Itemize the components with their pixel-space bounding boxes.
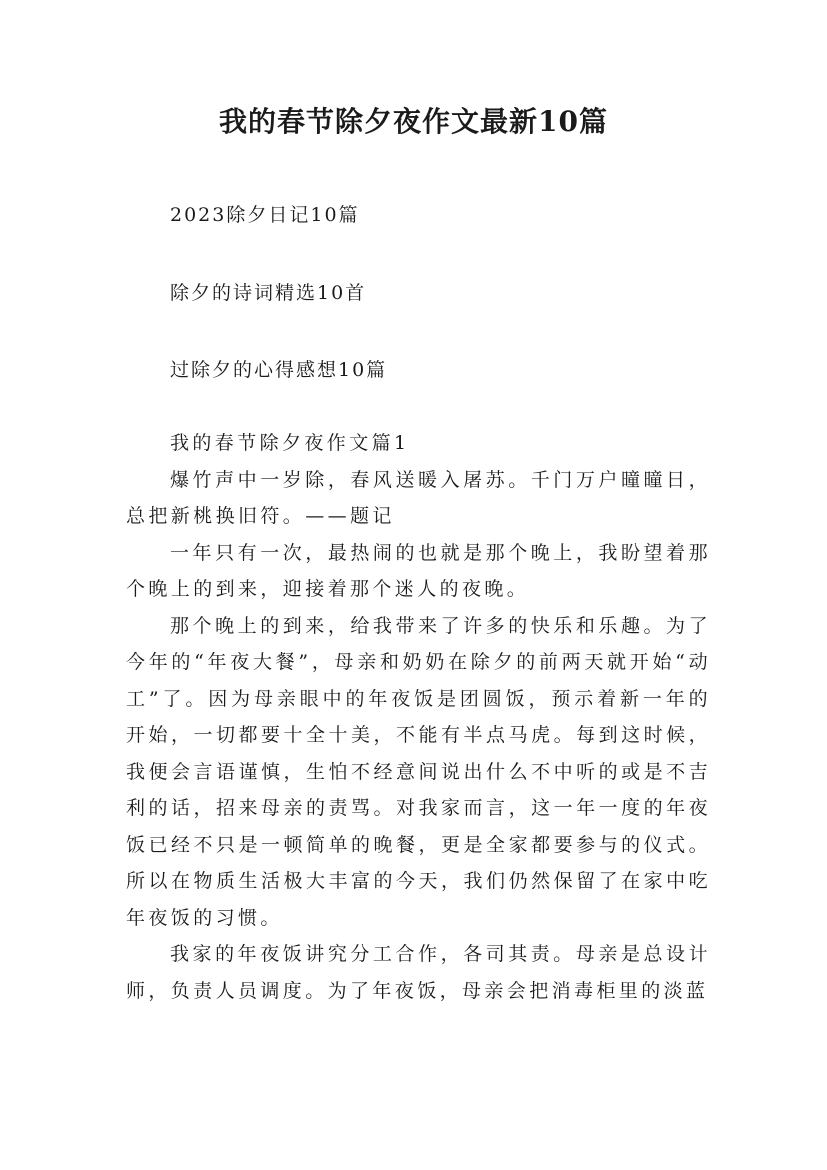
article-body bbox=[126, 425, 711, 1009]
article-paragraph: 那个晚上的到来，给我带来了许多的快乐和乐趣。为了今年的“年夜大餐”，母亲和奶奶在除夕的前两天就开始“动工”了。因为母亲眼中的年夜饭是团圆饭，预示着新一年的开始，一切都要十全十美，不能有半点马虎。每到这时候，我便会言语谨慎，生怕不经意间说出什么不中听的或是不吉利的话，招来母亲的责骂。对我家而言，这一年一度的年夜饭已经不只是一顿简单的晚餐，更是全家都要参与的仪式。所以在物质生活极大丰富的今天，我们仍然保留了在家中吃年夜饭的习惯。 bbox=[126, 614, 711, 929]
article-paragraph: 一年只有一次，最热闹的也就是那个晚上，我盼望着那个晚上的到来，迎接着那个迷人的夜晚。 bbox=[126, 541, 711, 600]
related-link-2[interactable]: 除夕的诗词精选10首 bbox=[170, 282, 367, 304]
article-paragraph: 爆竹声中一岁除，春风送暖入屠苏。千门万户曈曈日，总把新桃换旧符。——题记 bbox=[126, 468, 711, 527]
related-link-3[interactable]: 过除夕的心得感想10篇 bbox=[170, 359, 388, 381]
article-heading: 我的春节除夕夜作文篇1 bbox=[170, 432, 410, 454]
document-title: 我的春节除夕夜作文最新10篇 bbox=[219, 105, 608, 138]
related-link-1[interactable]: 2023除夕日记10篇 bbox=[170, 204, 360, 226]
article-paragraph: 我家的年夜饭讲究分工合作，各司其责。母亲是总设计师，负责人员调度。为了年夜饭，母亲会把消毒柜里的淡蓝 bbox=[126, 943, 711, 1002]
